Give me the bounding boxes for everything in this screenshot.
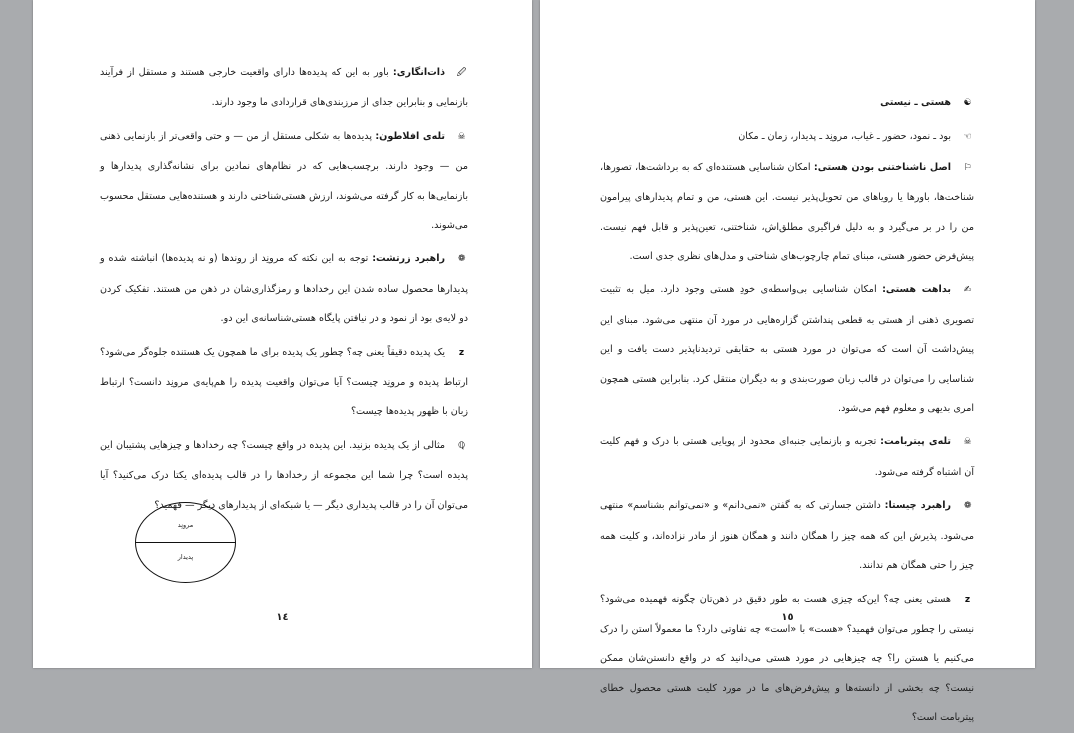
question-z-icon: z xyxy=(964,594,971,605)
body-text: تجربه و بازنمایی جنبه‌ای محدود از پویایی هستی با درک و فهم کلیت آن اشتباه گرفته می‌شود. xyxy=(600,436,974,478)
ellipse-diagram xyxy=(133,500,238,585)
body-text: پدیده‌ها به شکلی مستقل از من — و حتی واقعی‌تر از بازنمایی ذهنی من — وجود دارند. برچسب‌هایی که در نظام‌های نمادین برای نشانه‌گذاری پدیدارها و بازنمایی‌ها به کار گرفته می‌شوند، ارزش هستی‌شناختی دارند و هستنده‌هایی مستقل محسوب می‌شوند. xyxy=(100,130,468,232)
paragraph-unknowability xyxy=(600,153,974,272)
section-title-text: هستی ـ نیستی xyxy=(880,97,951,108)
paragraph-chista-strategy xyxy=(600,491,974,580)
right-page-text xyxy=(600,88,974,733)
paragraph-ontologism xyxy=(100,58,468,118)
body-text: هستی یعنی چه؟ این‌که چیزی هست به طور دقیق در ذهن‌تان چگونه فهمیده می‌شود؟ نیستی را چطور می‌توان فهمید؟ «هست» با «است» چه تفاوتی دارد؟ ما معمولاً استن را درک می‌کنیم یا هستن را؟ چه چیزهایی در مورد هستی می‌دانید که در واقع دانستن‌شان ممکن نیست؟ چه بخشی از دانسته‌ها و پیش‌فرض‌های ما در مورد کلیت هستی محصول خطای پیتربامت است؟ xyxy=(600,593,974,724)
exercise-icon: ℚ xyxy=(457,440,466,451)
paragraph-trap xyxy=(600,427,974,487)
paragraph-pairs xyxy=(600,122,974,152)
right-page xyxy=(540,0,1035,724)
question-z-icon: z xyxy=(458,347,465,358)
left-page-text xyxy=(100,58,468,520)
body-text: امکان شناسایی بی‌واسطه‌ی خودِ هستی وجود دارد. میل به تثبیت تصویری ذهنی از هستی به قطعی پنداشتن گزاره‌هایی در مورد آن منتهی می‌شود. مبنای این پیش‌داشت آن است که می‌توان در مورد هستی به حقایقی تردیدناپذیر دست یافت و این شناسایی را می‌توان در قالب زبان صورت‌بندی و به دیگران منتقل کرد. بنابراین هستی همچون امری بدیهی و معلوم فهم می‌شود. xyxy=(600,284,974,415)
term: اصل ناشناختنی بودن هستی: xyxy=(813,161,952,173)
paragraph-zarathustra-strategy xyxy=(100,244,468,333)
body-text: بود ـ نمود، حضور ـ غیاب، مرونِد ـ پدیدار، زمان ـ مکان xyxy=(738,131,951,143)
term: تله‌ی افلاطون: xyxy=(375,130,445,142)
body-text: باور به این که پدیده‌ها دارای واقعیت خارجی هستند و مستقل از فرآیند بازنمایی و بنابراین جدای از مرزبندی‌های قراردادی ما وجود دارند. xyxy=(100,67,468,109)
term: بداهت هستی: xyxy=(882,284,951,296)
paragraph-self-evidence xyxy=(600,275,974,423)
body-text: یک پدیده دقیقاً یعنی چه؟ چطور یک پدیده برای ما همچون یک هستنده جلوه‌گر می‌شود؟ ارتباط پدیده و مرونِد چیست؟ آیا می‌توان واقعیت پدیده را هم‌پایه‌ی مرونِد دانست؟ ارتباط زبان با ظهور پدیده‌ها چیست؟ xyxy=(100,346,468,418)
diagram-lower-label: پدیدار xyxy=(177,553,194,561)
pen-icon: 🖉 xyxy=(456,68,467,78)
flag-icon: ⚐ xyxy=(963,162,972,173)
paragraph-plato-trap xyxy=(100,122,468,241)
body-text: امکان شناسایی هستنده‌ای که به برداشت‌ها، تصورها، شناخت‌ها، باورها یا رویاهای من تحویل‌پذیر نیست. این هستی، من و تمام پدیدارهای پیرامون من را در بر می‌گیرد و به دلیل فراگیری مطلق‌اش، شناختنی، تعین‌پذیر و قابل فهم نیست. پیش‌فرض حضور هستی، مبنای تمام چارچوب‌های شناختی و مدل‌های نظری جدی است. xyxy=(600,161,974,263)
skull-icon: ☠ xyxy=(963,437,972,448)
page-number-left: ١٤ xyxy=(276,612,289,623)
term: راهبرد زرتشت: xyxy=(372,253,446,265)
skull-icon: ☠ xyxy=(457,131,466,142)
left-page xyxy=(33,0,532,668)
body-text: مثالی از یک پدیده بزنید. این پدیده در واقع چیست؟ چه رخدادها و چیزهایی پشتیبان این پدیده است؟ چرا شما این مجموعه از رخدادها را در قالب پدیده‌ای یکتا درک می‌کنید؟ آیا می‌توان آن را در قالب پدیداری دیگر — یا شبکه‌ای از پدیدارهای دیگر — فهمید؟ xyxy=(100,439,468,511)
yin-yang-icon: ☯ xyxy=(963,98,972,108)
paragraph-questions xyxy=(600,585,974,733)
term: تله‌ی پیتربامت: xyxy=(880,436,951,448)
diagram-upper-label: مرونِد xyxy=(177,521,194,529)
section-title xyxy=(600,88,974,118)
flower-icon: ❁ xyxy=(963,501,972,512)
flower-icon: ❁ xyxy=(457,254,466,265)
paragraph-questions xyxy=(100,338,468,427)
body-text: داشتن جسارتی که به گفتن «نمی‌دانم» و «نمی‌توانم بشناسم» منتهی می‌شود. پذیرش این که همه چیز را همگان دانند و همگان هنوز از مادر نزاده‌اند، و کلیت همه چیز را حتی همگان هم ندانند. xyxy=(600,500,974,572)
page-number-right: ١٥ xyxy=(781,612,794,623)
term: ذات‌انگاری: xyxy=(392,67,445,78)
pointing-hand-icon: ☜ xyxy=(963,132,972,143)
body-text: توجه به این نکته که مرونِد از روندها (و نه پدیده‌ها) انباشته شده و پدیدارها محصول ساده شدن این رخدادها و رمزگذاری‌شان در ذهن من هستند. تفکیک کردن دو لایه‌ی بود از نمود و در نیافتن پایگاه هستی‌شناسانه‌ی این دو. xyxy=(100,253,468,325)
term: راهبرد چیستا: xyxy=(884,500,952,512)
writing-hand-icon: ✍ xyxy=(963,285,972,296)
